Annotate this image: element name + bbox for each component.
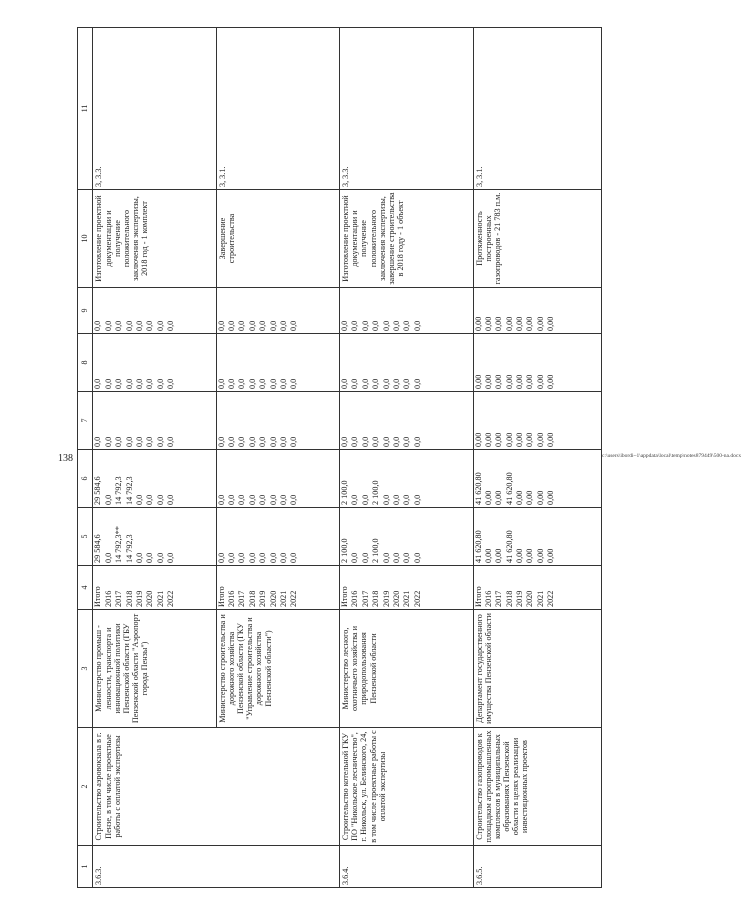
table-value: 2017 <box>237 590 247 607</box>
table-value: 0,0 <box>381 494 391 505</box>
table-value: 2021 <box>279 590 289 607</box>
table-value: 2 100,0 <box>371 480 381 505</box>
table-value: 0,0 <box>145 552 155 563</box>
table-value: 0,0 <box>279 436 289 447</box>
table-value: 0,0 <box>216 552 226 563</box>
table-value: 0,0 <box>247 494 257 505</box>
table-value: 0,0 <box>114 378 124 389</box>
table-row <box>93 28 216 888</box>
table-value: 41 620,80 <box>504 472 514 505</box>
table-value: 0,0 <box>145 436 155 447</box>
table-value: 2020 <box>268 590 278 607</box>
federal-budget-cell <box>473 392 601 450</box>
table-value: 0,0 <box>227 378 237 389</box>
row-number-cell: 3.6.3. <box>93 846 340 888</box>
local-budget-cell <box>216 334 339 392</box>
table-value: 0,0 <box>227 552 237 563</box>
table-value: 0,0 <box>166 436 176 447</box>
result-indicator-cell: Завершение строительства <box>216 190 339 288</box>
table-value: 0,0 <box>103 436 113 447</box>
table-value: 0,0 <box>216 494 226 505</box>
footer-file-path: c:\users\ibordi~1\appdata\local\temp\notes879449\500-na.docx <box>602 453 741 459</box>
table-value: 0,00 <box>483 374 493 389</box>
table-value: 2016 <box>350 590 360 607</box>
table-value: 0,0 <box>402 320 412 331</box>
table-value: 0,0 <box>268 378 278 389</box>
activity-name-cell: Строительство аэровокзала в г. Пензе, в том числе проектные работы с оплатой экспертизы <box>93 728 340 846</box>
table-value: 2018 <box>247 590 257 607</box>
regional-budget-cell <box>93 450 216 508</box>
table-value: 0,00 <box>515 432 525 447</box>
table-value: 0,00 <box>546 374 556 389</box>
result-indicator-cell: Изготовление проектной документации и получение положительного заключения экспертизы, 2018 год - 1 комплект <box>93 190 216 288</box>
result-indicator-cell: Изготовление проектной документации и получение положительного заключения экспертизы, завершение строительства в 2018 году - 1 объект <box>339 190 473 288</box>
header-cell: 11 <box>78 28 93 190</box>
table-value: 0,0 <box>360 552 370 563</box>
other-sources-cell <box>473 288 601 334</box>
table-value: 2 100,0 <box>339 538 349 563</box>
table-value: 0,00 <box>525 548 535 563</box>
table-value: 2019 <box>134 590 144 607</box>
table-value: 0,0 <box>216 320 226 331</box>
table-value: Итого <box>339 586 349 607</box>
table-value: 0,0 <box>93 320 103 331</box>
table-value: 41 620,80 <box>504 530 514 563</box>
table-value: 29 584,6 <box>93 476 103 505</box>
total-funding-cell <box>473 508 601 566</box>
table-value: 0,0 <box>412 494 422 505</box>
years-cell <box>473 566 601 610</box>
table-value: 2019 <box>258 590 268 607</box>
table-value: 0,0 <box>391 552 401 563</box>
other-sources-cell <box>93 288 216 334</box>
table-value: 0,0 <box>247 320 257 331</box>
table-value: 0,0 <box>339 320 349 331</box>
page-number: 138 <box>58 453 73 464</box>
header-cell: 6 <box>78 450 93 508</box>
table-value: 0,00 <box>494 548 504 563</box>
table-value: 14 792,3** <box>114 526 124 563</box>
table-value: 0,00 <box>525 490 535 505</box>
table-value: 0,00 <box>473 432 483 447</box>
table-value: 29 584,6 <box>93 534 103 563</box>
table-value: 0,00 <box>483 316 493 331</box>
table-value: 0,00 <box>494 374 504 389</box>
other-sources-cell <box>339 288 473 334</box>
table-value: 2020 <box>525 590 535 607</box>
table-value: 0,0 <box>371 436 381 447</box>
table-value: 0,00 <box>494 432 504 447</box>
table-value: 0,0 <box>381 436 391 447</box>
table-value: 0,0 <box>402 378 412 389</box>
table-value: 0,0 <box>93 378 103 389</box>
table-value: 0,0 <box>237 378 247 389</box>
table-value: 0,0 <box>155 552 165 563</box>
table-value: 2018 <box>124 590 134 607</box>
table-value: 2016 <box>103 590 113 607</box>
table-value: 0,0 <box>289 378 299 389</box>
table-value: 0,0 <box>289 436 299 447</box>
table-value: 0,0 <box>134 494 144 505</box>
table-value: 0,0 <box>360 320 370 331</box>
table-value: 0,00 <box>525 432 535 447</box>
regional-budget-cell <box>216 450 339 508</box>
table-value: 0,0 <box>145 378 155 389</box>
table-value: 0,0 <box>339 378 349 389</box>
table-value: 0,0 <box>360 494 370 505</box>
table-value: 2022 <box>412 590 422 607</box>
task-reference-cell: 3, 3.3. <box>93 28 216 190</box>
table-value: 0,00 <box>535 548 545 563</box>
table-value: 0,0 <box>412 436 422 447</box>
table-value: 0,0 <box>279 320 289 331</box>
table-value: 0,0 <box>268 320 278 331</box>
table-value: 41 620,80 <box>473 472 483 505</box>
table-value: 0,0 <box>360 436 370 447</box>
table-value: Итого <box>216 586 226 607</box>
table-value: 0,0 <box>155 436 165 447</box>
table-value: 14 792,3 <box>124 534 134 563</box>
table-value: 0,00 <box>504 316 514 331</box>
table-value: 2016 <box>227 590 237 607</box>
federal-budget-cell <box>339 392 473 450</box>
task-reference-cell: 3, 3.1. <box>216 28 339 190</box>
table-value: 0,0 <box>134 436 144 447</box>
table-value: 0,0 <box>371 320 381 331</box>
table-value: 2021 <box>535 590 545 607</box>
table-value: 0,0 <box>247 378 257 389</box>
table-value: 0,00 <box>546 548 556 563</box>
header-cell: 4 <box>78 566 93 610</box>
table-value: 14 792,3 <box>114 476 124 505</box>
table-value: 0,0 <box>350 436 360 447</box>
federal-budget-cell <box>93 392 216 450</box>
table-value: 0,0 <box>412 320 422 331</box>
table-value: 0,0 <box>350 552 360 563</box>
table-value: 0,0 <box>166 552 176 563</box>
table-value: 0,00 <box>525 374 535 389</box>
local-budget-cell <box>93 334 216 392</box>
years-cell <box>216 566 339 610</box>
activity-name-cell: Строительство газопроводов к площадкам агропромышленных комплексов в муниципальных образованиях Пензенской области в целях реализации инвестиционных проектов <box>473 728 601 846</box>
result-indicator-cell: Протяженность построенных газопроводов - 21 783 п.м. <box>473 190 601 288</box>
table-value: 0,0 <box>227 436 237 447</box>
table-value: 0,0 <box>339 436 349 447</box>
table-value: 0,0 <box>268 494 278 505</box>
table-value: 0,0 <box>155 378 165 389</box>
row-number-cell: 3.6.4. <box>339 846 473 888</box>
table-value: 2020 <box>391 590 401 607</box>
table-value: 2019 <box>381 590 391 607</box>
table-value: 0,0 <box>237 552 247 563</box>
header-cell: 3 <box>78 610 93 728</box>
table-value: 0,0 <box>289 552 299 563</box>
table-value: 0,0 <box>279 552 289 563</box>
table-value: 0,0 <box>391 320 401 331</box>
table-value: 2 100,0 <box>371 538 381 563</box>
table-value: 0,0 <box>247 436 257 447</box>
table-value: Итого <box>473 586 483 607</box>
table-value: 0,0 <box>124 320 134 331</box>
table-value: 0,0 <box>134 378 144 389</box>
table-value: 0,0 <box>391 494 401 505</box>
row-number-cell: 3.6.5. <box>473 846 601 888</box>
table-value: 2017 <box>494 590 504 607</box>
table-value: 0,0 <box>258 552 268 563</box>
table-value: 0,0 <box>103 494 113 505</box>
executor-cell: Департамент государственного имущества Пензенской области <box>473 610 601 728</box>
table-value: 0,0 <box>350 378 360 389</box>
table-value: 0,0 <box>155 320 165 331</box>
table-value: 0,0 <box>216 436 226 447</box>
executor-cell: Министерство лесного, охотничьего хозяйства и природопользования Пензенской области <box>339 610 473 728</box>
table-value: 2021 <box>155 590 165 607</box>
table-value: Итого <box>93 586 103 607</box>
table-value: 0,0 <box>289 320 299 331</box>
table-value: 0,0 <box>124 436 134 447</box>
table-value: 0,0 <box>391 436 401 447</box>
table-value: 0,00 <box>483 548 493 563</box>
table-value: 0,0 <box>134 320 144 331</box>
total-funding-cell <box>339 508 473 566</box>
table-value: 0,0 <box>268 552 278 563</box>
table-value: 0,0 <box>258 378 268 389</box>
table-value: 0,00 <box>546 432 556 447</box>
table-value: 0,0 <box>237 494 247 505</box>
table-value: 0,00 <box>546 316 556 331</box>
header-cell: 7 <box>78 392 93 450</box>
table-value: 0,00 <box>483 432 493 447</box>
header-cell: 2 <box>78 728 93 846</box>
table-value: 0,00 <box>494 490 504 505</box>
table-value: 2022 <box>166 590 176 607</box>
rotated-table-container <box>77 28 602 888</box>
table-value: 0,00 <box>535 374 545 389</box>
years-cell <box>93 566 216 610</box>
table-value: 2017 <box>360 590 370 607</box>
table-value: 0,0 <box>124 378 134 389</box>
activity-name-cell: Строительство котельной ГКУ ПО "Никольское лесничество", г. Никольск, ул. Белинского, 24, в том числе проектные работы с оплатой экспертизы <box>339 728 473 846</box>
table-value: 0,0 <box>402 494 412 505</box>
table-value: 0,0 <box>258 320 268 331</box>
table-value: 0,0 <box>114 320 124 331</box>
federal-budget-cell <box>216 392 339 450</box>
table-value: 0,00 <box>515 316 525 331</box>
table-value: 2022 <box>289 590 299 607</box>
table-value: 2022 <box>546 590 556 607</box>
executor-cell: Министерство строительства и дорожного хозяйства Пензенской области (ГКУ "Управление строительства и дорожного хозяйства Пензенской области") <box>216 610 339 728</box>
table-value: 0,00 <box>494 316 504 331</box>
table-value: 0,0 <box>155 494 165 505</box>
other-sources-cell <box>216 288 339 334</box>
program-activities-table <box>77 27 602 888</box>
table-value: 0,0 <box>227 494 237 505</box>
table-value: 0,0 <box>103 378 113 389</box>
table-value: 0,0 <box>166 494 176 505</box>
table-row <box>473 28 601 888</box>
years-cell <box>339 566 473 610</box>
table-value: 0,00 <box>535 432 545 447</box>
table-value: 2019 <box>515 590 525 607</box>
table-value: 2 100,0 <box>339 480 349 505</box>
regional-budget-cell <box>473 450 601 508</box>
executor-cell: Министерство промыш - ленности, транспорта и инновационной политики Пензенской области (ГБУ Пензенской области "Аэропорт города Пензы") <box>93 610 216 728</box>
table-value: 2018 <box>371 590 381 607</box>
table-value: 0,00 <box>546 490 556 505</box>
table-value: 0,0 <box>268 436 278 447</box>
table-value: 0,0 <box>103 320 113 331</box>
header-cell: 9 <box>78 288 93 334</box>
regional-budget-cell <box>339 450 473 508</box>
table-value: 0,0 <box>381 552 391 563</box>
table-value: 0,00 <box>535 490 545 505</box>
table-row <box>339 28 473 888</box>
task-reference-cell: 3, 3.3. <box>339 28 473 190</box>
table-value: 2018 <box>504 590 514 607</box>
table-value: 0,0 <box>360 378 370 389</box>
table-value: 0,0 <box>391 378 401 389</box>
table-value: 2020 <box>145 590 155 607</box>
table-value: 0,0 <box>166 320 176 331</box>
header-cell: 1 <box>78 846 93 888</box>
table-value: 0,0 <box>145 494 155 505</box>
table-value: 0,0 <box>103 552 113 563</box>
table-value: 0,0 <box>371 378 381 389</box>
table-value: 0,0 <box>350 494 360 505</box>
table-value: 2021 <box>402 590 412 607</box>
local-budget-cell <box>473 334 601 392</box>
table-value: 0,0 <box>381 320 391 331</box>
table-value: 14 792,3 <box>124 476 134 505</box>
table-value: 0,0 <box>350 320 360 331</box>
table-value: 0,0 <box>216 378 226 389</box>
table-value: 0,0 <box>247 552 257 563</box>
local-budget-cell <box>339 334 473 392</box>
total-funding-cell <box>216 508 339 566</box>
table-value: 0,0 <box>258 436 268 447</box>
table-value: 0,0 <box>134 552 144 563</box>
table-value: 0,0 <box>412 552 422 563</box>
table-value: 0,00 <box>535 316 545 331</box>
table-value: 0,0 <box>289 494 299 505</box>
table-value: 0,0 <box>381 378 391 389</box>
table-value: 0,00 <box>483 490 493 505</box>
table-value: 0,0 <box>237 436 247 447</box>
table-value: 0,00 <box>473 316 483 331</box>
table-value: 0,0 <box>145 320 155 331</box>
table-value: 0,00 <box>515 548 525 563</box>
table-value: 0,00 <box>504 374 514 389</box>
table-value: 0,0 <box>412 378 422 389</box>
table-value: 0,00 <box>515 374 525 389</box>
table-value: 0,0 <box>402 436 412 447</box>
table-value: 0,00 <box>504 432 514 447</box>
table-value: 0,0 <box>114 436 124 447</box>
table-value: 0,0 <box>279 494 289 505</box>
table-value: 0,00 <box>515 490 525 505</box>
table-value: 2016 <box>483 590 493 607</box>
table-value: 0,0 <box>93 436 103 447</box>
table-value: 0,0 <box>166 378 176 389</box>
header-cell: 5 <box>78 508 93 566</box>
table-value: 0,0 <box>279 378 289 389</box>
header-cell: 10 <box>78 190 93 288</box>
table-value: 0,00 <box>525 316 535 331</box>
total-funding-cell <box>93 508 216 566</box>
table-value: 0,0 <box>258 494 268 505</box>
table-value: 0,0 <box>402 552 412 563</box>
table-header-row <box>78 28 93 888</box>
header-cell: 8 <box>78 334 93 392</box>
table-value: 0,0 <box>237 320 247 331</box>
table-value: 41 620,80 <box>473 530 483 563</box>
table-value: 2017 <box>114 590 124 607</box>
table-value: 0,00 <box>473 374 483 389</box>
task-reference-cell: 3, 3.1. <box>473 28 601 190</box>
table-value: 0,0 <box>227 320 237 331</box>
